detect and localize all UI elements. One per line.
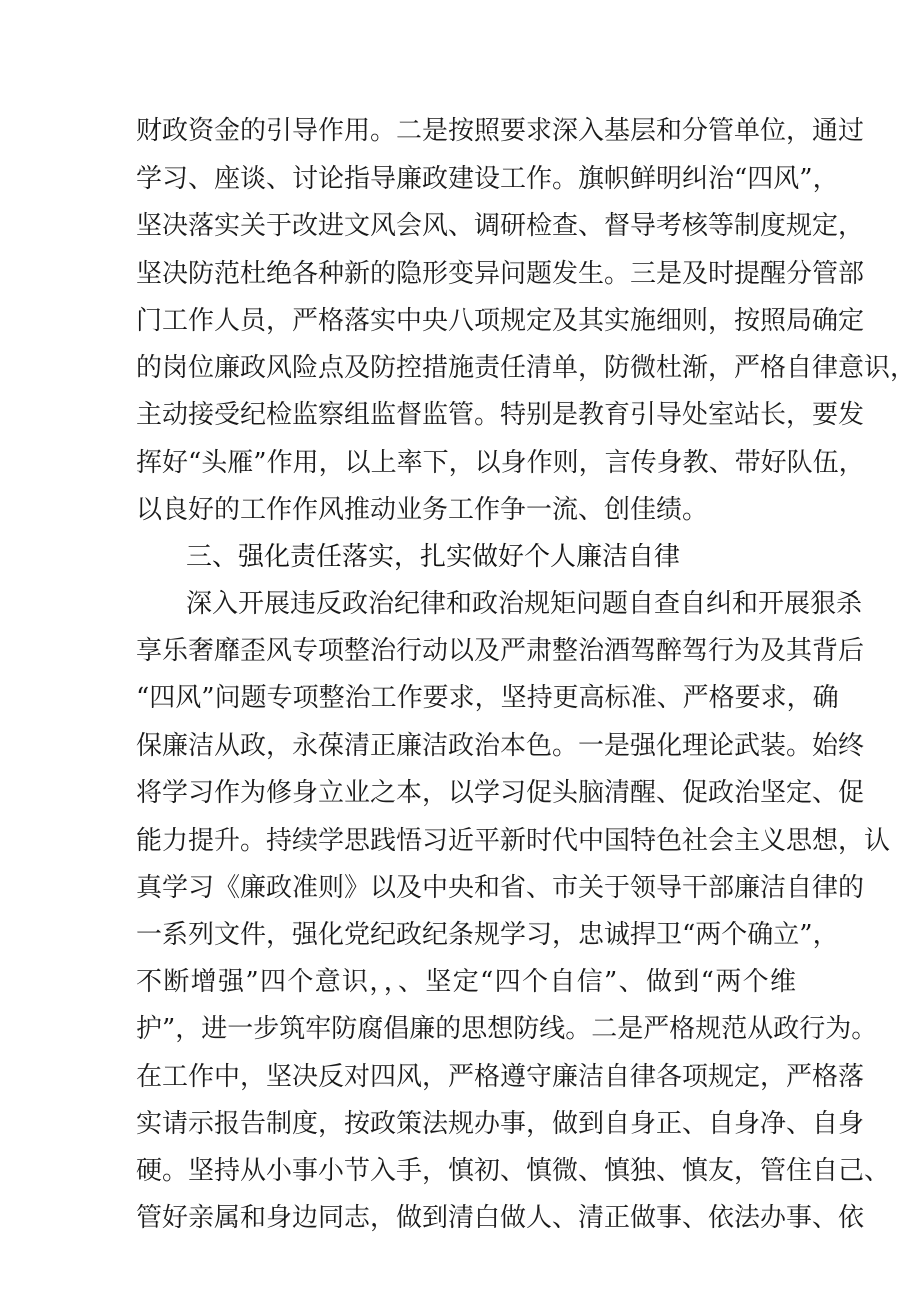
- paragraph-1-line: 坚决落实关于改进文风会风、调研检查、督导考核等制度规定，: [136, 211, 865, 241]
- paragraph-1-line: 学习、座谈、讨论指导廉政建设工作。旗帜鲜明纠治“四风”，: [136, 164, 839, 194]
- paragraph-2-line: 能力提升。持续学思践悟习近平新时代中国特色社会主义思想，认: [136, 826, 891, 856]
- paragraph-1-line: 挥好“头雁”作用，以上率下，以身作则，言传身教、带好队伍，: [136, 448, 865, 478]
- paragraph-2-line: 在工作中，坚决反对四风，严格遵守廉洁自律各项规定，严格落: [136, 1062, 865, 1092]
- paragraph-2-line: 不断增强”四个意识，，、坚定“四个自信”、做到“两个维: [136, 967, 796, 997]
- paragraph-2-line: 硬。坚持从小事小节入手，慎初、慎微、慎独、慎友，管住自己、: [136, 1156, 891, 1186]
- paragraph-2-line: 一系列文件，强化党纪政纪条规学习，忠诚捍卫“两个确立”，: [136, 920, 839, 950]
- paragraph-2-line: 将学习作为修身立业之本，以学习促头脑清醒、促政治坚定、促: [136, 778, 865, 808]
- paragraph-2-line: 管好亲属和身边同志，做到清白做人、清正做事、依法办事、依: [136, 1203, 865, 1233]
- paragraph-1-line: 主动接受纪检监察组监督监管。特别是教育引导处室站长，要发: [136, 400, 865, 430]
- paragraph-1-line: 门工作人员，严格落实中央八项规定及其实施细则，按照局确定: [136, 306, 865, 336]
- paragraph-2-line: “四风”问题专项整治工作要求，坚持更高标准、严格要求，确: [136, 683, 839, 713]
- paragraph-2-line: 深入开展违反政治纪律和政治规矩问题自查自纠和开展狠杀: [186, 589, 863, 619]
- section-heading: 三、强化责任落实，扎实做好个人廉洁自律: [186, 542, 681, 572]
- paragraph-1-line: 的岗位廉政风险点及防控措施责任清单，防微杜渐，严格自律意识，: [136, 353, 917, 383]
- paragraph-2-line: 实请示报告制度，按政策法规办事，做到自身正、自身净、自身: [136, 1109, 865, 1139]
- paragraph-2-line: 护”，进一步筑牢防腐倡廉的思想防线。二是严格规范从政行为。: [136, 1014, 878, 1044]
- paragraph-1-line: 财政资金的引导作用。二是按照要求深入基层和分管单位，通过: [136, 116, 865, 146]
- paragraph-2-line: 真学习《廉政准则》以及中央和省、市关于领导干部廉洁自律的: [136, 873, 865, 903]
- paragraph-2-line: 保廉洁从政，永葆清正廉洁政治本色。一是强化理论武装。始终: [136, 731, 865, 761]
- paragraph-2-line: 享乐奢靡歪风专项整治行动以及严肃整治酒驾醉驾行为及其背后: [136, 636, 865, 666]
- paragraph-1-line: 坚决防范杜绝各种新的隐形变异问题发生。三是及时提醒分管部: [136, 259, 865, 289]
- paragraph-1-line: 以良好的工作作风推动业务工作争一流、创佳绩。: [136, 495, 709, 525]
